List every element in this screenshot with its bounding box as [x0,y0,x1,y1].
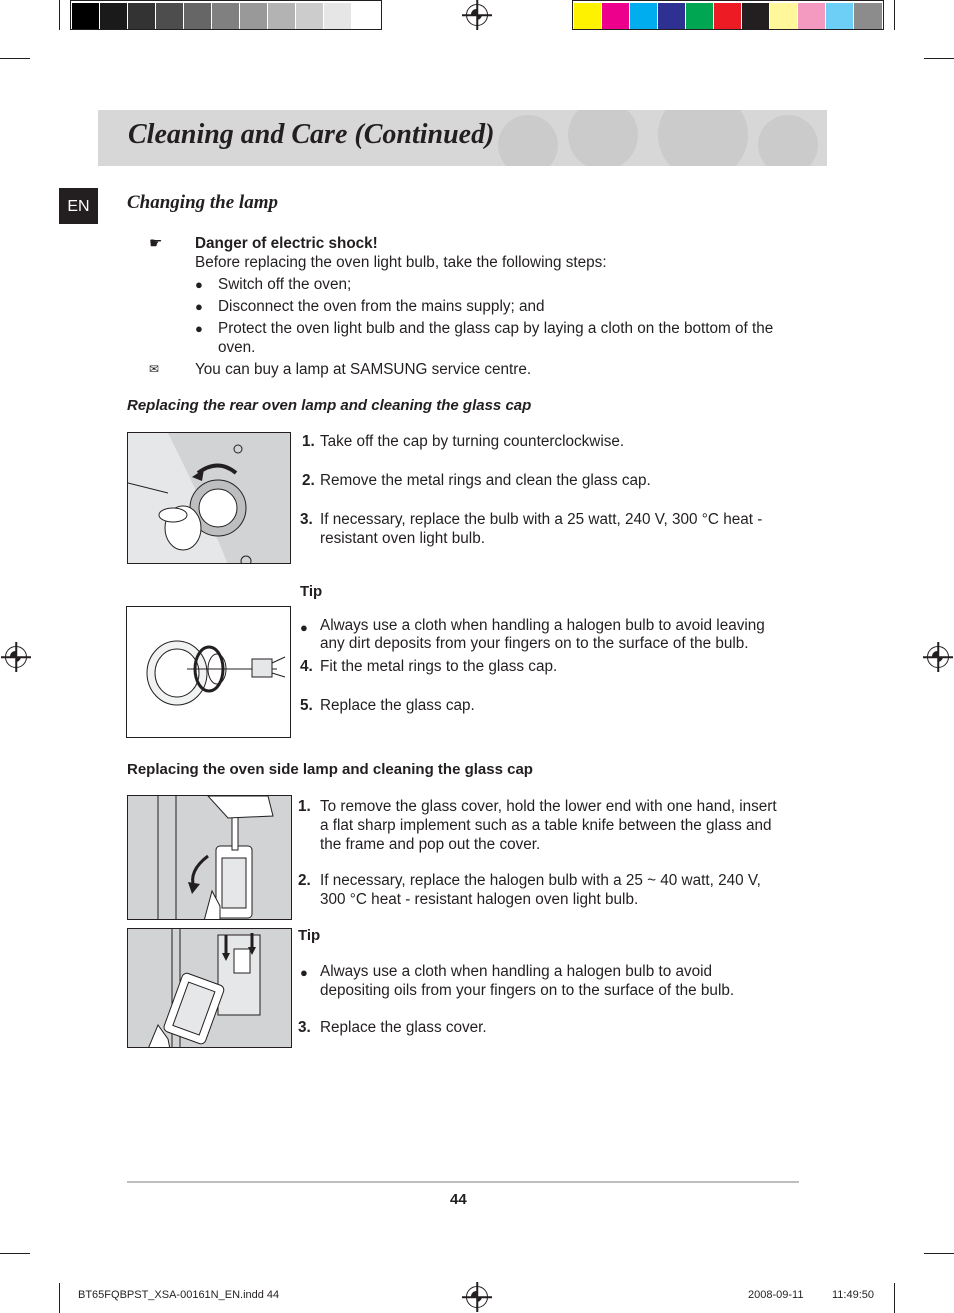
tip-text: Always use a cloth when handling a halogen bulb to avoid leaving any dirt deposits from your fingers on to the surface of the bulb. [320,617,765,652]
gray-swatch [128,3,156,29]
step-text: Take off the cap by turning counterclockwise. [320,433,625,450]
figure-side-lamp-bulb [127,928,292,1048]
bullet-icon: ● [300,620,308,635]
footer-rule [127,1181,799,1183]
registration-mark-icon [5,646,27,668]
step-text: Remove the metal rings and clean the glass cap. [320,472,651,489]
step-number: 5. [300,697,313,714]
gray-swatch [184,3,212,29]
crop-mark [924,1253,954,1254]
decor-circle [568,110,638,166]
gray-swatch [240,3,268,29]
step-number: 3. [298,1019,311,1036]
gray-swatch [268,3,296,29]
step-number: 2. [302,472,315,489]
figure-glass-cap-bulb [126,606,291,738]
crop-mark [924,58,954,59]
decor-circle [498,115,558,166]
gray-swatch [352,3,380,29]
gray-swatch [296,3,324,29]
print-color-bar-gray [70,0,382,30]
crop-mark [59,0,60,30]
color-swatch [714,3,742,29]
color-swatch [742,3,770,29]
color-swatch [574,3,602,29]
gray-swatch [156,3,184,29]
gray-swatch [100,3,128,29]
tip-label: Tip [298,927,321,944]
tip-text: Always use a cloth when handling a halogen bulb to avoid depositing oils from your fingers on to the surface of the bulb. [320,963,735,999]
side-heading: Replacing the oven side lamp and cleaning the glass cap [127,761,533,778]
page-title: Cleaning and Care (Continued) [128,119,495,150]
step-text: To remove the glass cover, hold the lower end with one hand, insert a flat sharp implement such as a table knife between the glass and the frame and pop out the cover. [320,798,777,853]
step-number: 2. [298,872,311,889]
warning-bullet: Protect the oven light bulb and the glass cap by laying a cloth on the bottom of the oven. [218,320,774,356]
bullet-icon: ● [195,321,203,336]
gray-swatch [324,3,352,29]
print-color-bar-color [572,0,884,30]
language-tab: EN [59,188,98,224]
step-number: 1. [302,433,315,450]
crop-mark [0,1253,30,1254]
note-icon: ✉ [149,362,160,376]
step-number: 1. [298,798,311,815]
color-swatch [854,3,882,29]
crop-mark [0,58,30,59]
footer-time: 11:49:50 [832,1289,875,1301]
registration-mark-icon [466,4,488,26]
figure-rear-lamp-cap [127,432,291,564]
title-banner [98,110,827,166]
color-swatch [630,3,658,29]
tip-label: Tip [300,583,323,600]
color-swatch [686,3,714,29]
bullet-icon: ● [300,965,308,980]
footer-date: 2008-09-11 [748,1289,804,1301]
crop-mark [894,1283,895,1313]
step-text: Replace the glass cover. [320,1019,487,1036]
pointing-hand-icon: ☛ [149,235,163,252]
step-number: 3. [300,511,313,528]
step-text: If necessary, replace the bulb with a 25 watt, 240 V, 300 °C heat - resistant oven light bulb. [320,511,763,547]
gray-swatch [212,3,240,29]
section-heading: Changing the lamp [127,192,278,213]
color-swatch [602,3,630,29]
figure-side-lamp-remove [127,795,292,920]
color-swatch [826,3,854,29]
decor-circle [758,115,818,166]
note-text: You can buy a lamp at SAMSUNG service centre. [195,361,532,378]
color-swatch [770,3,798,29]
footer-file: BT65FQBPST_XSA-00161N_EN.indd 44 [78,1289,280,1301]
bullet-icon: ● [195,299,203,314]
crop-mark [59,1283,60,1313]
registration-mark-icon [927,646,949,668]
rear-heading: Replacing the rear oven lamp and cleaning the glass cap [127,397,532,414]
gray-swatch [72,3,100,29]
color-swatch [798,3,826,29]
color-swatch [658,3,686,29]
step-text: Fit the metal rings to the glass cap. [320,658,558,675]
warning-bullet: Switch off the oven; [218,276,352,293]
bullet-icon: ● [195,277,203,292]
step-text: If necessary, replace the halogen bulb with a 25 ~ 40 watt, 240 V, 300 °C heat - resistant halogen oven light bulb. [320,872,761,908]
warning-bullet: Disconnect the oven from the mains supply; and [218,298,545,315]
crop-mark [894,0,895,30]
warning-title: Danger of electric shock! [195,235,378,252]
step-text: Replace the glass cap. [320,697,475,714]
registration-mark-icon [466,1286,488,1308]
decor-circle [658,110,748,166]
step-number: 4. [300,658,313,675]
page-number: 44 [450,1191,467,1208]
warning-intro: Before replacing the oven light bulb, take the following steps: [195,254,607,271]
